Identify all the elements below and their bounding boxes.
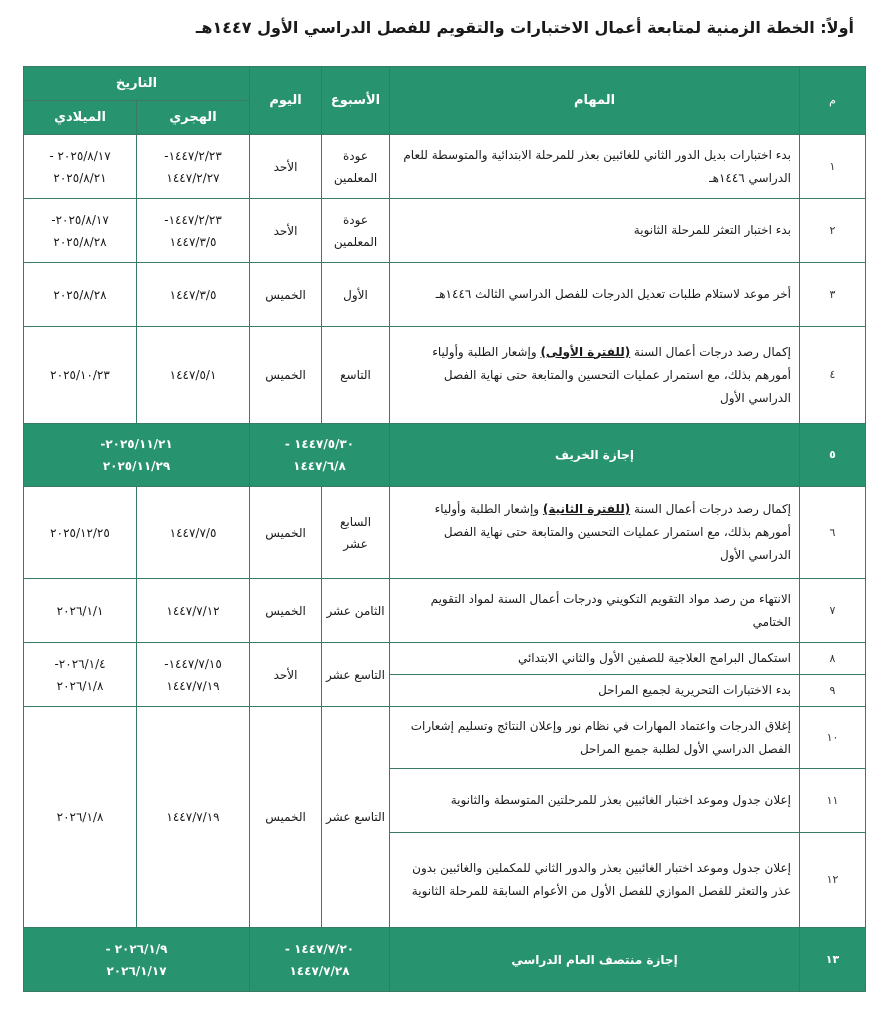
row-hijri	[137, 643, 250, 707]
hijri-start: ١٤٤٧/٧/١٥-	[164, 656, 222, 671]
col-header-num: م	[800, 67, 866, 135]
row-task	[390, 487, 800, 579]
table-row	[24, 643, 866, 675]
schedule-table	[23, 66, 866, 992]
row-greg	[24, 424, 250, 487]
row-num: ٦	[800, 487, 866, 579]
holiday-row	[24, 928, 866, 992]
row-num: ١	[800, 135, 866, 199]
row-hijri: ١٤٤٧/٧/٥	[137, 487, 250, 579]
row-week: التاسع عشر	[322, 707, 390, 928]
holiday-name: إجازة الخريف	[390, 424, 800, 487]
row-num: ٣	[800, 263, 866, 327]
row-day: الأحد	[250, 643, 322, 707]
period-highlight: (للفترة الأولى)	[540, 344, 631, 359]
row-task: بدء الاختبارات التحريرية لجميع المراحل	[390, 675, 800, 707]
col-header-task: المهام	[390, 67, 800, 135]
task-text-end: وإشعار الطلبة وأولياء أمورهم بذلك، مع استمرار عمليات التحسين والمتابعة حتى نهاية الفصل الدراسي الأول	[434, 502, 792, 562]
row-task: أخر موعد لاستلام طلبات تعديل الدرجات للفصل الدراسي الثالث ١٤٤٦هـ	[390, 263, 800, 327]
table-row	[24, 579, 866, 643]
row-task: إغلاق الدرجات واعتماد المهارات في نظام نور وإعلان النتائج وتسليم إشعارات الفصل الدراسي الأول لطلبة جميع المراحل	[390, 707, 800, 769]
table-row	[24, 327, 866, 424]
period-highlight: (للفترة الثانية)	[542, 502, 631, 516]
col-header-hijri: الهجري	[137, 101, 250, 135]
row-greg: ٢٠٢٥/٨/٢٨	[24, 263, 137, 327]
hijri-start: ١٤٤٧/٢/٢٣-	[164, 212, 222, 227]
row-num: ٧	[800, 579, 866, 643]
row-day: الخميس	[250, 579, 322, 643]
task-text-end: وإشعار الطلبة وأولياء أمورهم بذلك، مع استمرار عمليات التحسين والمتابعة حتى نهاية الفصل الدراسي الأول	[432, 344, 792, 405]
row-day: الخميس	[250, 263, 322, 327]
row-num: ٢	[800, 199, 866, 263]
row-greg: ٢٠٢٥/١٠/٢٣	[24, 327, 137, 424]
col-header-greg: الميلادي	[24, 101, 137, 135]
row-task: إعلان جدول وموعد اختبار الغائبين بعذر والدور الثاني للمكملين والغائبين بدون عذر والتعثر للفصل الموازي للفصل الأول من الأعوام السابقة للمرحلة الثانوية	[390, 833, 800, 928]
row-week: عودة المعلمين	[322, 199, 390, 263]
row-num: ١٣	[800, 928, 866, 992]
row-task: بدء اختبار التعثر للمرحلة الثانوية	[390, 199, 800, 263]
row-hijri	[250, 424, 390, 487]
row-week: التاسع	[322, 327, 390, 424]
row-greg: ٢٠٢٦/١/٨	[24, 707, 137, 928]
greg-start: ٢٠٢٥/٨/١٧ -	[49, 148, 111, 163]
table-row	[24, 707, 866, 769]
row-num: ٩	[800, 675, 866, 707]
col-header-date: التاريخ	[24, 67, 250, 101]
row-task: إعلان جدول وموعد اختبار الغائبين بعذر للمرحلتين المتوسطة والثانوية	[390, 769, 800, 833]
row-greg	[24, 643, 137, 707]
greg-start: ٢٠٢٦/١/٩ -	[105, 941, 168, 956]
table-row	[24, 263, 866, 327]
row-day: الأحد	[250, 135, 322, 199]
row-day: الخميس	[250, 487, 322, 579]
row-hijri: ١٤٤٧/٥/١	[137, 327, 250, 424]
row-greg	[24, 199, 137, 263]
row-hijri: ١٤٤٧/٧/١٩	[137, 707, 250, 928]
hijri-end: ١٤٤٧/٧/١٩	[166, 678, 220, 693]
page-title: أولاً: الخطة الزمنية لمتابعة أعمال الاختبارات والتقويم للفصل الدراسي الأول ١٤٤٧هـ	[195, 18, 854, 37]
row-week: الثامن عشر	[322, 579, 390, 643]
row-num: ٥	[800, 424, 866, 487]
col-header-day: اليوم	[250, 67, 322, 135]
hijri-end: ١٤٤٧/٣/٥	[169, 234, 217, 249]
greg-end: ٢٠٢٥/٨/٢٨	[53, 234, 107, 249]
table-row	[24, 135, 866, 199]
row-task: الانتهاء من رصد مواد التقويم التكويني ودرجات أعمال السنة لمواد التقويم الختامي	[390, 579, 800, 643]
row-greg	[24, 928, 250, 992]
row-hijri	[137, 199, 250, 263]
row-task: بدء اختبارات بديل الدور الثاني للغائبين بعذر للمرحلة الابتدائية والمتوسطة للعام الدراسي ١٤٤٦هـ	[390, 135, 800, 199]
greg-end: ٢٠٢٥/٨/٢١	[53, 170, 107, 185]
row-hijri: ١٤٤٧/٣/٥	[137, 263, 250, 327]
greg-end: ٢٠٢٦/١/٨	[56, 678, 104, 693]
row-week: عودة المعلمين	[322, 135, 390, 199]
holiday-name: إجازة منتصف العام الدراسي	[390, 928, 800, 992]
row-task: استكمال البرامج العلاجية للصفين الأول والثاني الابتدائي	[390, 643, 800, 675]
hijri-start: ١٤٤٧/٢/٢٣-	[164, 148, 222, 163]
hijri-end: ١٤٤٧/٢/٢٧	[166, 170, 220, 185]
hijri-start: ١٤٤٧/٧/٢٠ -	[284, 941, 355, 956]
row-hijri	[250, 928, 390, 992]
hijri-end: ١٤٤٧/٧/٢٨	[289, 963, 350, 978]
greg-start: ٢٠٢٦/١/٤-	[54, 656, 106, 671]
table-row	[24, 199, 866, 263]
greg-start: ٢٠٢٥/٨/١٧-	[51, 212, 109, 227]
greg-end: ٢٠٢٥/١١/٢٩	[102, 459, 171, 473]
greg-end: ٢٠٢٦/١/١٧	[106, 963, 167, 978]
row-day: الأحد	[250, 199, 322, 263]
task-text-start: إكمال رصد درجات أعمال السنة	[630, 344, 792, 359]
row-task	[390, 327, 800, 424]
row-hijri: ١٤٤٧/٧/١٢	[137, 579, 250, 643]
col-header-week: الأسبوع	[322, 67, 390, 135]
row-num: ٨	[800, 643, 866, 675]
row-num: ١١	[800, 769, 866, 833]
row-day: الخميس	[250, 707, 322, 928]
row-greg: ٢٠٢٥/١٢/٢٥	[24, 487, 137, 579]
row-num: ٤	[800, 327, 866, 424]
row-num: ١٠	[800, 707, 866, 769]
task-text-start: إكمال رصد درجات أعمال السنة	[630, 502, 792, 516]
row-week: الأول	[322, 263, 390, 327]
hijri-start: ١٤٤٧/٥/٣٠ -	[284, 437, 355, 451]
row-day: الخميس	[250, 327, 322, 424]
row-num: ١٢	[800, 833, 866, 928]
row-week: التاسع عشر	[322, 643, 390, 707]
row-hijri	[137, 135, 250, 199]
hijri-end: ١٤٤٧/٦/٨	[293, 459, 346, 473]
greg-start: ٢٠٢٥/١١/٢١-	[100, 437, 173, 451]
row-greg	[24, 135, 137, 199]
row-greg: ٢٠٢٦/١/١	[24, 579, 137, 643]
row-week: السابع عشر	[322, 487, 390, 579]
holiday-row	[24, 424, 866, 487]
table-row	[24, 487, 866, 579]
